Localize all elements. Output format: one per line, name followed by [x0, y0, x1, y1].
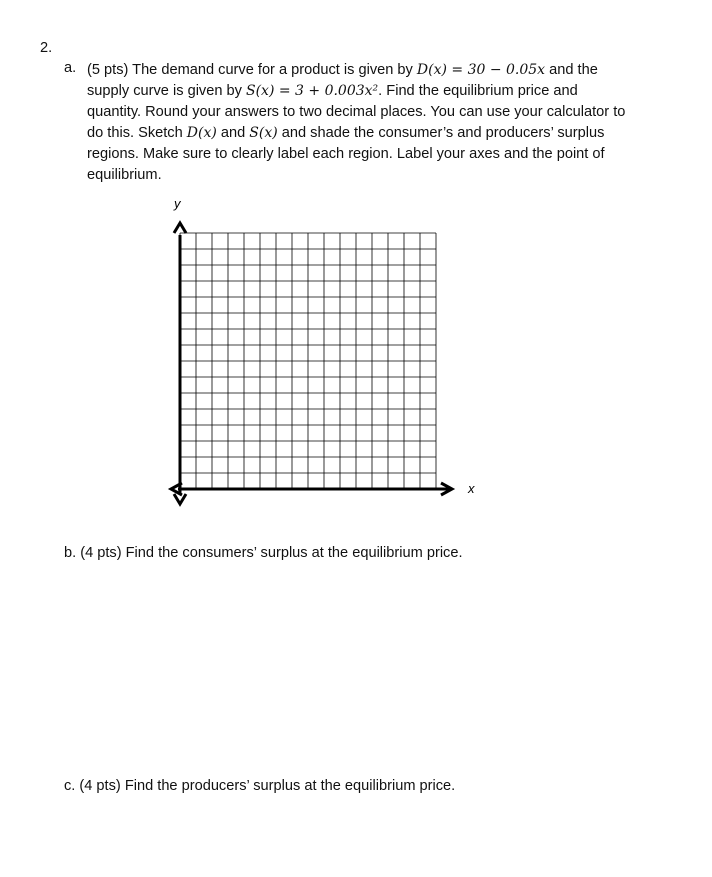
part-a-line	[87, 60, 625, 81]
part-a-text-run: equilibrium.	[87, 167, 162, 183]
part-a-line	[87, 102, 625, 123]
x-axis-label: x	[468, 481, 475, 496]
part-a-text-run: regions. Make sure to clearly label each region. Label your axes and the point of	[87, 146, 605, 162]
part-a-line	[87, 123, 625, 144]
y-axis-label: y	[174, 196, 181, 211]
part-c-question: c. (4 pts) Find the producers’ surplus at the equilibrium price.	[64, 778, 456, 794]
graph-grid	[180, 233, 436, 489]
part-a-line	[87, 144, 625, 165]
math-expression: S(x)	[249, 125, 278, 141]
part-a-text-run: quantity. Round your answers to two decimal places. You can use your calculator to	[87, 104, 626, 120]
part-a-text-run: and	[216, 125, 250, 141]
part-a-line	[87, 81, 625, 102]
part-a-text-run: do this. Sketch	[87, 125, 187, 141]
part-a-text-run: and shade the consumer’s and producers’ surplus	[277, 125, 605, 141]
math-expression: D(x) = 30 − 0.05x	[416, 62, 546, 78]
part-a-text-run: (5 pts) The demand curve for a product is given by	[87, 62, 417, 78]
blank-graph	[160, 193, 490, 513]
question-number: 2.	[40, 40, 53, 56]
part-a-text-run: supply curve is given by	[87, 83, 246, 99]
part-b-question: b. (4 pts) Find the consumers’ surplus at the equilibrium price.	[64, 545, 463, 561]
y-axis-up-arrow	[174, 223, 186, 233]
part-a-text-run: . Find the equilibrium price and	[378, 83, 578, 99]
part-a-text	[87, 60, 625, 186]
math-expression: S(x) = 3 + 0.003x²	[246, 83, 379, 99]
part-a-line	[87, 165, 625, 186]
part-a-text-run: and the	[545, 62, 598, 78]
math-expression: D(x)	[186, 125, 217, 141]
part-a-marker: a.	[64, 60, 77, 76]
